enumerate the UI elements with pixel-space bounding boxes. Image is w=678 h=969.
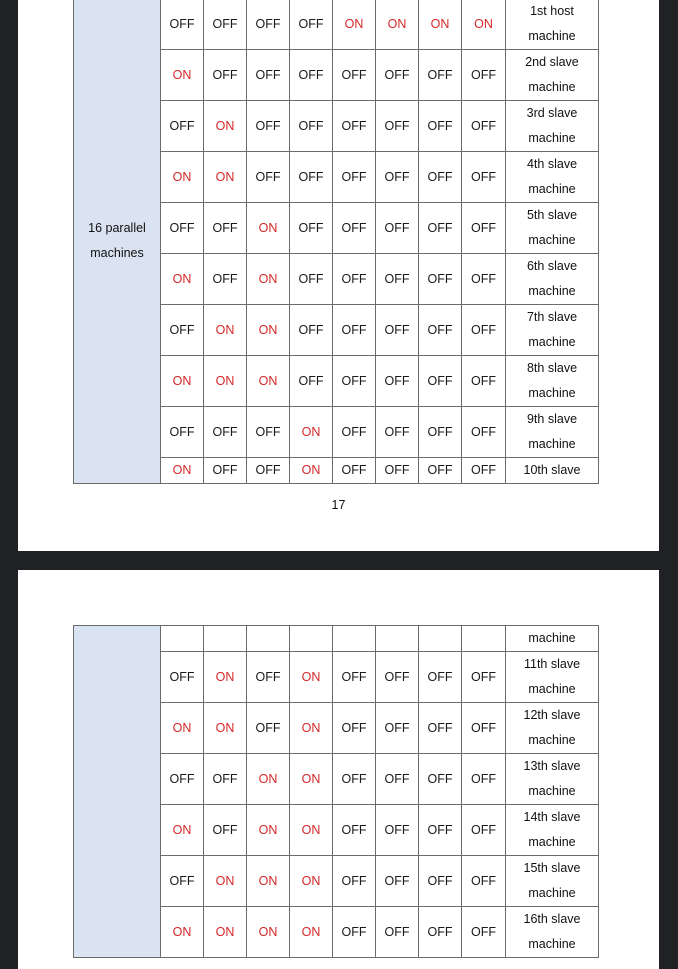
switch-cell-off: OFF: [419, 101, 462, 152]
switch-cell-off: OFF: [161, 856, 204, 907]
switch-cell-off: OFF: [247, 652, 290, 703]
machine-label-line: 10th slave: [523, 463, 581, 477]
switch-cell-on: ON: [247, 305, 290, 356]
machine-label-line: machine: [528, 182, 576, 196]
switch-cell-off: OFF: [462, 50, 506, 101]
switch-cell-off: OFF: [419, 754, 462, 805]
switch-cell-on: ON: [247, 356, 290, 407]
switch-cell-on: ON: [247, 805, 290, 856]
machine-label-line: machine: [528, 631, 576, 645]
machine-label-line: 2nd slave: [525, 55, 579, 69]
machine-label-line: 14th slave: [523, 810, 581, 824]
switch-cell-off: OFF: [419, 652, 462, 703]
switch-cell-off: OFF: [333, 101, 376, 152]
switch-cell-on: ON: [290, 652, 333, 703]
machine-label: [506, 805, 599, 856]
category-cell: [74, 626, 161, 958]
switch-cell-off: OFF: [290, 203, 333, 254]
switch-cell-off: OFF: [376, 652, 419, 703]
machine-label-line: machine: [528, 733, 576, 747]
switch-cell-off: OFF: [161, 101, 204, 152]
switch-cell-off: OFF: [290, 305, 333, 356]
switch-cell-off: OFF: [247, 458, 290, 484]
switch-cell-on: ON: [290, 703, 333, 754]
empty-switch-cell: [462, 626, 506, 652]
switch-cell-off: OFF: [161, 0, 204, 50]
switch-cell-on: ON: [161, 254, 204, 305]
switch-cell-off: OFF: [333, 305, 376, 356]
empty-switch-cell: [333, 626, 376, 652]
switch-cell-off: OFF: [462, 203, 506, 254]
switch-cell-off: OFF: [161, 305, 204, 356]
switch-cell-off: OFF: [161, 407, 204, 458]
machine-label-line: machine: [528, 233, 576, 247]
switch-cell-off: OFF: [333, 703, 376, 754]
switch-cell-off: OFF: [290, 254, 333, 305]
machine-label-line: 7th slave: [526, 310, 578, 324]
switch-cell-off: OFF: [462, 652, 506, 703]
machine-label: [506, 754, 599, 805]
document-page-18: [18, 570, 659, 969]
switch-cell-off: OFF: [419, 356, 462, 407]
switch-cell-off: OFF: [247, 703, 290, 754]
dip-switch-table-continued: [73, 625, 599, 958]
switch-cell-off: OFF: [290, 0, 333, 50]
switch-cell-off: OFF: [290, 152, 333, 203]
machine-label: [506, 356, 599, 407]
switch-cell-off: OFF: [419, 458, 462, 484]
switch-cell-off: OFF: [419, 703, 462, 754]
machine-label: [506, 703, 599, 754]
machine-label-line: 12th slave: [523, 708, 581, 722]
switch-cell-on: ON: [161, 805, 204, 856]
machine-label-line: machine: [528, 335, 576, 349]
empty-switch-cell: [204, 626, 247, 652]
switch-cell-off: OFF: [376, 356, 419, 407]
switch-cell-off: OFF: [376, 907, 419, 958]
machine-label: [506, 407, 599, 458]
machine-label: [506, 254, 599, 305]
switch-cell-off: OFF: [419, 203, 462, 254]
switch-cell-on: ON: [247, 856, 290, 907]
switch-cell-off: OFF: [333, 652, 376, 703]
switch-cell-on: ON: [204, 652, 247, 703]
switch-cell-on: ON: [290, 754, 333, 805]
switch-cell-off: OFF: [376, 703, 419, 754]
machine-label-line: machine: [528, 386, 576, 400]
empty-switch-cell: [247, 626, 290, 652]
switch-cell-off: OFF: [419, 856, 462, 907]
switch-cell-off: OFF: [204, 50, 247, 101]
switch-cell-off: OFF: [161, 203, 204, 254]
switch-cell-on: ON: [161, 703, 204, 754]
category-label-line: 16 parallel: [88, 221, 146, 235]
switch-cell-off: OFF: [204, 754, 247, 805]
switch-cell-on: ON: [290, 856, 333, 907]
machine-label-line: machine: [528, 784, 576, 798]
machine-label-line: 3rd slave: [526, 106, 578, 120]
switch-cell-off: OFF: [462, 305, 506, 356]
switch-cell-off: OFF: [462, 356, 506, 407]
switch-cell-off: OFF: [376, 458, 419, 484]
machine-label: [506, 305, 599, 356]
switch-cell-off: OFF: [419, 407, 462, 458]
machine-label-line: 16th slave: [523, 912, 581, 926]
switch-cell-off: OFF: [247, 0, 290, 50]
switch-cell-off: OFF: [333, 458, 376, 484]
switch-cell-on: ON: [290, 407, 333, 458]
machine-label: [506, 458, 599, 484]
machine-label: [506, 152, 599, 203]
switch-cell-off: OFF: [462, 152, 506, 203]
machine-label-line: machine: [528, 29, 576, 43]
machine-label-line: 15th slave: [523, 861, 581, 875]
switch-cell-off: OFF: [376, 754, 419, 805]
switch-cell-on: ON: [161, 907, 204, 958]
switch-cell-off: OFF: [333, 754, 376, 805]
machine-label-line: machine: [528, 437, 576, 451]
switch-cell-on: ON: [204, 101, 247, 152]
machine-label-line: 5th slave: [526, 208, 578, 222]
switch-cell-off: OFF: [462, 254, 506, 305]
empty-switch-cell: [419, 626, 462, 652]
page-number: 17: [331, 498, 346, 512]
switch-cell-off: OFF: [290, 50, 333, 101]
switch-cell-on: ON: [333, 0, 376, 50]
switch-cell-on: ON: [247, 754, 290, 805]
switch-cell-off: OFF: [247, 152, 290, 203]
switch-cell-off: OFF: [247, 101, 290, 152]
empty-switch-cell: [161, 626, 204, 652]
machine-label-line: machine: [528, 937, 576, 951]
switch-cell-off: OFF: [290, 101, 333, 152]
switch-cell-off: OFF: [376, 407, 419, 458]
switch-cell-off: OFF: [419, 152, 462, 203]
switch-cell-off: OFF: [204, 458, 247, 484]
category-label-line: machines: [90, 246, 144, 260]
switch-cell-off: OFF: [333, 856, 376, 907]
switch-cell-off: OFF: [419, 50, 462, 101]
switch-cell-off: OFF: [462, 754, 506, 805]
document-page-17: [18, 0, 659, 551]
switch-cell-off: OFF: [462, 407, 506, 458]
switch-cell-off: OFF: [204, 805, 247, 856]
switch-cell-off: OFF: [204, 0, 247, 50]
machine-label-line: machine: [528, 284, 576, 298]
dip-switch-table: [73, 0, 599, 484]
machine-label: [506, 0, 599, 50]
switch-cell-on: ON: [204, 703, 247, 754]
switch-cell-on: ON: [161, 50, 204, 101]
machine-label-line: 13th slave: [523, 759, 581, 773]
switch-cell-off: OFF: [204, 203, 247, 254]
machine-label-line: machine: [528, 835, 576, 849]
switch-cell-off: OFF: [204, 407, 247, 458]
switch-cell-on: ON: [204, 856, 247, 907]
switch-cell-off: OFF: [333, 50, 376, 101]
switch-cell-on: ON: [204, 356, 247, 407]
switch-cell-on: ON: [419, 0, 462, 50]
switch-cell-off: OFF: [376, 50, 419, 101]
machine-label-line: 8th slave: [526, 361, 578, 375]
switch-cell-off: OFF: [462, 703, 506, 754]
switch-cell-off: OFF: [290, 356, 333, 407]
switch-cell-off: OFF: [462, 101, 506, 152]
machine-label-line: 9th slave: [526, 412, 578, 426]
switch-cell-off: OFF: [462, 458, 506, 484]
machine-label-line: 6th slave: [526, 259, 578, 273]
switch-cell-on: ON: [161, 356, 204, 407]
machine-label-line: 4th slave: [526, 157, 578, 171]
machine-label: [506, 101, 599, 152]
switch-cell-off: OFF: [376, 101, 419, 152]
machine-label: [506, 626, 599, 652]
machine-label-line: 11th slave: [523, 657, 581, 671]
switch-cell-off: OFF: [462, 907, 506, 958]
switch-cell-off: OFF: [376, 254, 419, 305]
switch-cell-off: OFF: [247, 407, 290, 458]
table-row: [74, 0, 599, 50]
switch-cell-on: ON: [290, 458, 333, 484]
machine-label-line: machine: [528, 886, 576, 900]
switch-cell-off: OFF: [462, 856, 506, 907]
switch-cell-on: ON: [204, 152, 247, 203]
machine-label-line: 1st host: [530, 4, 574, 18]
switch-cell-off: OFF: [376, 305, 419, 356]
table-row-continuation: [74, 626, 599, 652]
switch-cell-on: ON: [204, 305, 247, 356]
switch-cell-on: ON: [247, 254, 290, 305]
switch-cell-off: OFF: [333, 805, 376, 856]
switch-cell-off: OFF: [419, 805, 462, 856]
switch-cell-off: OFF: [419, 254, 462, 305]
machine-label-line: machine: [528, 682, 576, 696]
switch-cell-off: OFF: [376, 152, 419, 203]
machine-label: [506, 856, 599, 907]
switch-cell-off: OFF: [333, 356, 376, 407]
switch-cell-on: ON: [462, 0, 506, 50]
switch-cell-on: ON: [204, 907, 247, 958]
switch-cell-off: OFF: [419, 907, 462, 958]
empty-switch-cell: [290, 626, 333, 652]
switch-cell-off: OFF: [247, 50, 290, 101]
machine-label: [506, 203, 599, 254]
switch-cell-on: ON: [247, 907, 290, 958]
switch-cell-off: OFF: [462, 805, 506, 856]
switch-cell-off: OFF: [376, 805, 419, 856]
switch-cell-off: OFF: [204, 254, 247, 305]
switch-cell-off: OFF: [333, 407, 376, 458]
switch-cell-on: ON: [161, 152, 204, 203]
switch-cell-off: OFF: [333, 254, 376, 305]
switch-cell-off: OFF: [333, 152, 376, 203]
category-cell: [74, 0, 161, 484]
machine-label-line: machine: [528, 131, 576, 145]
machine-label: [506, 50, 599, 101]
switch-cell-off: OFF: [376, 203, 419, 254]
switch-cell-on: ON: [376, 0, 419, 50]
empty-switch-cell: [376, 626, 419, 652]
switch-cell-off: OFF: [333, 907, 376, 958]
switch-cell-off: OFF: [161, 652, 204, 703]
machine-label: [506, 652, 599, 703]
switch-cell-on: ON: [247, 203, 290, 254]
switch-cell-on: ON: [161, 458, 204, 484]
switch-cell-off: OFF: [333, 203, 376, 254]
machine-label: [506, 907, 599, 958]
machine-label-line: machine: [528, 80, 576, 94]
switch-cell-off: OFF: [419, 305, 462, 356]
switch-cell-on: ON: [290, 907, 333, 958]
switch-cell-off: OFF: [376, 856, 419, 907]
switch-cell-on: ON: [290, 805, 333, 856]
switch-cell-off: OFF: [161, 754, 204, 805]
